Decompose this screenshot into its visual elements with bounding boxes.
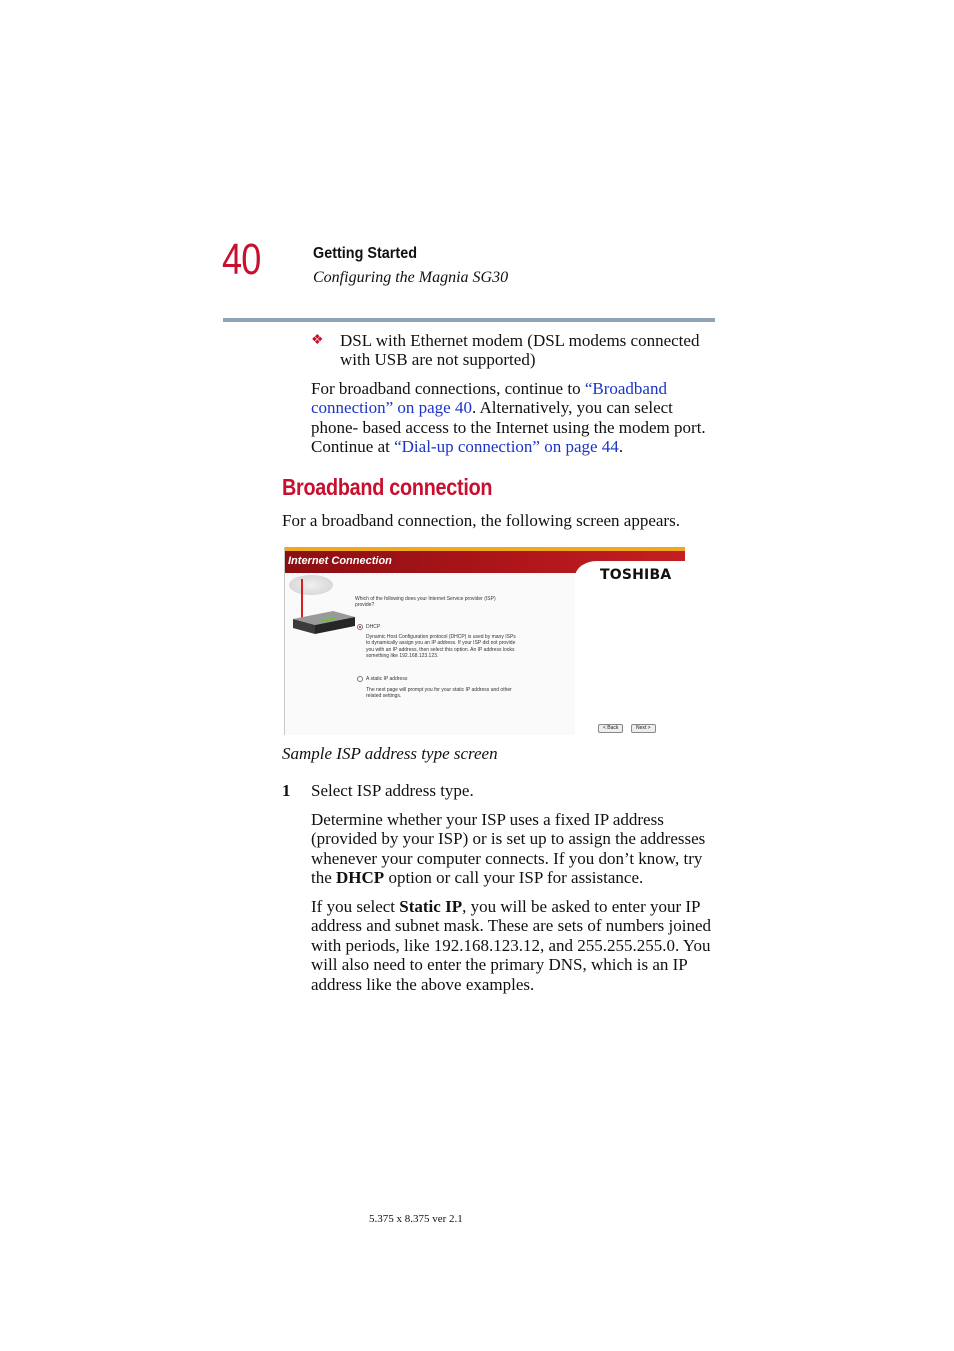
server-appliance-icon	[291, 607, 357, 635]
dhcp-radio[interactable]	[357, 624, 363, 630]
cloud-icon	[289, 575, 333, 595]
dhcp-description: Dynamic Host Configuration protocol (DHCP) is used by many ISPs to dynamically assign you an IP address. If your ISP did not provide you with an IP address, then select this option. An IP address looks something like 192.168.123.123.	[366, 634, 516, 660]
paragraph-static-ip	[311, 897, 721, 994]
paragraph-text: . Alternatively, you can select phone- based access to the Internet using the modem port. Continue at	[311, 398, 706, 457]
page-number: 40	[222, 235, 261, 284]
paragraph-text: For broadband connections, continue to	[311, 379, 585, 398]
paragraph-text: Determine whether your ISP uses a fixed IP address (provided by your ISP) or is set up to assign the addresses whenever your computer connects. If you don’t know, try the	[311, 810, 706, 888]
intro-paragraph: For a broadband connection, the following screen appears.	[282, 511, 680, 530]
paragraph-broadband-intro	[311, 379, 721, 457]
figure-caption: Sample ISP address type screen	[282, 744, 498, 763]
isp-screen-screenshot	[284, 547, 685, 735]
bold-term-static-ip: Static IP	[399, 897, 463, 916]
section-subtitle: Configuring the Magnia SG30	[313, 269, 509, 286]
static-ip-radio[interactable]	[357, 676, 363, 682]
link-broadband-connection[interactable]: “Broadband connection” on page 40	[311, 379, 667, 418]
paragraph-determine-isp	[311, 810, 721, 888]
paragraph-text: , you will be asked to enter your IP address and subnet mask. These are sets of numbers joined with periods, like 192.168.123.12, and 255.255.255.0. You will also need to enter the primary DNS, which is an IP address like the above examples.	[311, 897, 712, 994]
isp-question: Which of the following does your Internet Service provider (ISP) provide?	[355, 596, 496, 609]
static-ip-description: The next page will prompt you for your static IP address and other related settings.	[366, 687, 512, 700]
static-ip-option-label: A static IP address	[366, 676, 408, 682]
step-text: Select ISP address type.	[311, 781, 474, 800]
dhcp-option-label: DHCP	[366, 624, 381, 630]
bullet-diamond-icon: ❖	[311, 333, 324, 348]
bold-term-dhcp: DHCP	[336, 868, 385, 888]
section-heading: Broadband connection	[282, 474, 493, 500]
header-rule	[223, 318, 715, 322]
paragraph-text: If you select	[311, 897, 400, 916]
back-button[interactable]: < Back	[598, 724, 623, 733]
chapter-title: Getting Started	[313, 245, 418, 262]
toshiba-logo: TOSHIBA	[600, 567, 672, 583]
link-dialup-connection[interactable]: “Dial-up connection” on page 44	[394, 437, 619, 457]
paragraph-text: .	[618, 437, 624, 457]
next-button[interactable]: Next >	[631, 724, 656, 733]
screenshot-title: Internet Connection	[288, 555, 392, 567]
bullet-item: DSL with Ethernet modem (DSL modems connected with USB are not supported)	[340, 331, 700, 370]
step-number: 1	[282, 781, 291, 800]
paragraph-text: option or call your ISP for assistance.	[384, 868, 644, 888]
page-footer: 5.375 x 8.375 ver 2.1	[369, 1213, 463, 1225]
